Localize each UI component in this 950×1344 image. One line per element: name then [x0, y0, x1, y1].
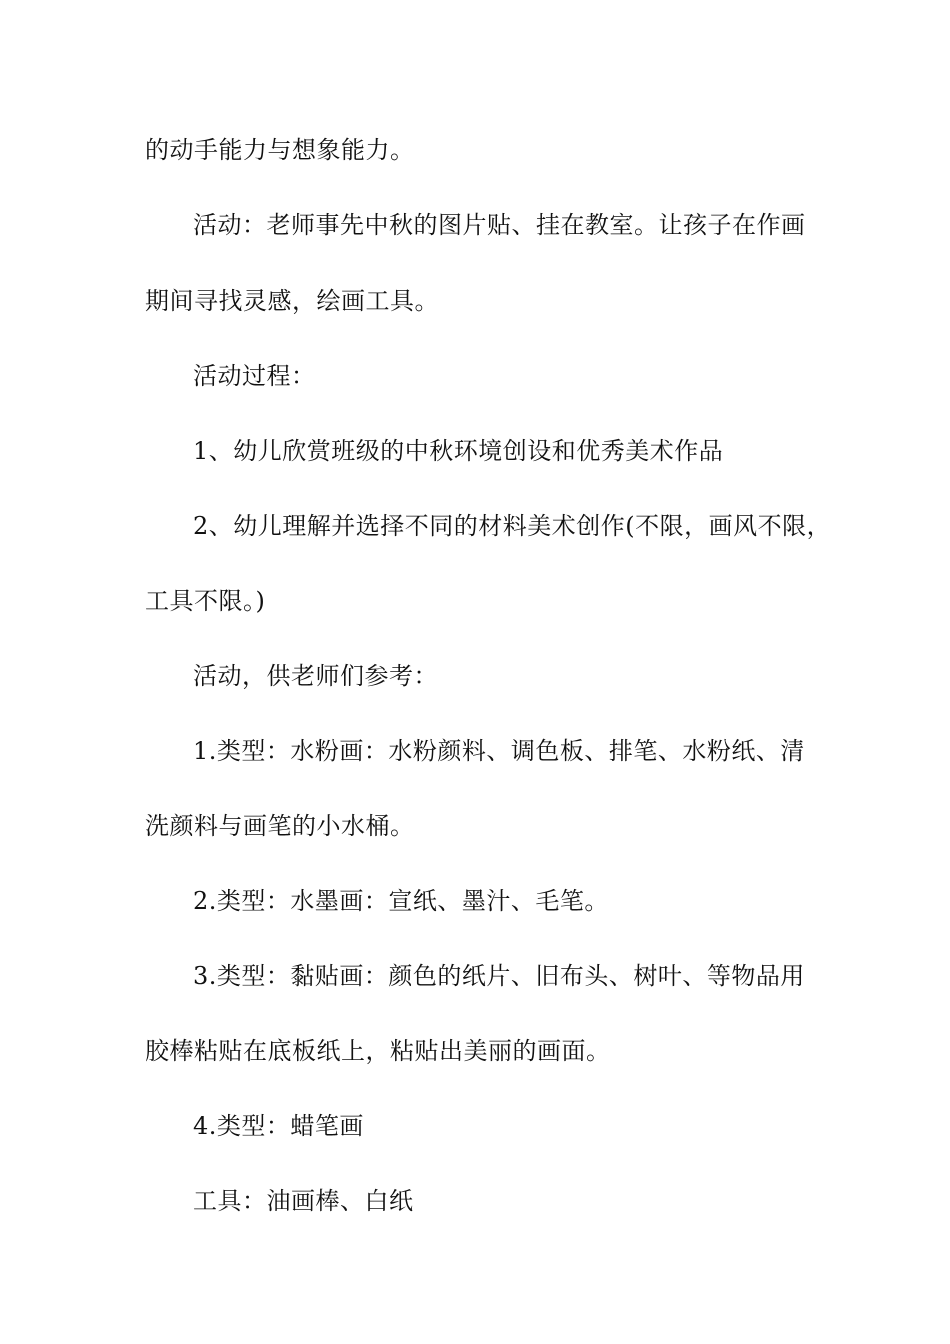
paragraph-line-13: 胶棒粘贴在底板纸上，粘贴出美丽的画面。 — [145, 1037, 611, 1065]
paragraph-line-15: 工具：油画棒、白纸 — [193, 1187, 414, 1215]
paragraph-line-4: 活动过程： — [193, 362, 316, 390]
paragraph-line-8: 活动，供老师们参考： — [193, 662, 438, 690]
paragraph-line-12: 3.类型：黏贴画：颜色的纸片、旧布头、树叶、等物品用 — [193, 962, 805, 990]
paragraph-line-14: 4.类型：蜡笔画 — [193, 1112, 364, 1140]
paragraph-line-3: 期间寻找灵感，绘画工具。 — [145, 287, 439, 315]
paragraph-line-9: 1.类型：水粉画：水粉颜料、调色板、排笔、水粉纸、清 — [193, 737, 805, 765]
paragraph-line-6: 2、幼儿理解并选择不同的材料美术创作(不限，画风不限， — [193, 512, 832, 540]
paragraph-line-11: 2.类型：水墨画：宣纸、墨汁、毛笔。 — [193, 887, 609, 915]
paragraph-line-5: 1、幼儿欣赏班级的中秋环境创设和优秀美术作品 — [193, 437, 724, 465]
paragraph-line-7: 工具不限。) — [145, 587, 266, 615]
paragraph-line-10: 洗颜料与画笔的小水桶。 — [145, 812, 415, 840]
paragraph-line-1: 的动手能力与想象能力。 — [145, 136, 415, 164]
paragraph-line-2: 活动：老师事先中秋的图片贴、挂在教室。让孩子在作画 — [193, 211, 806, 239]
